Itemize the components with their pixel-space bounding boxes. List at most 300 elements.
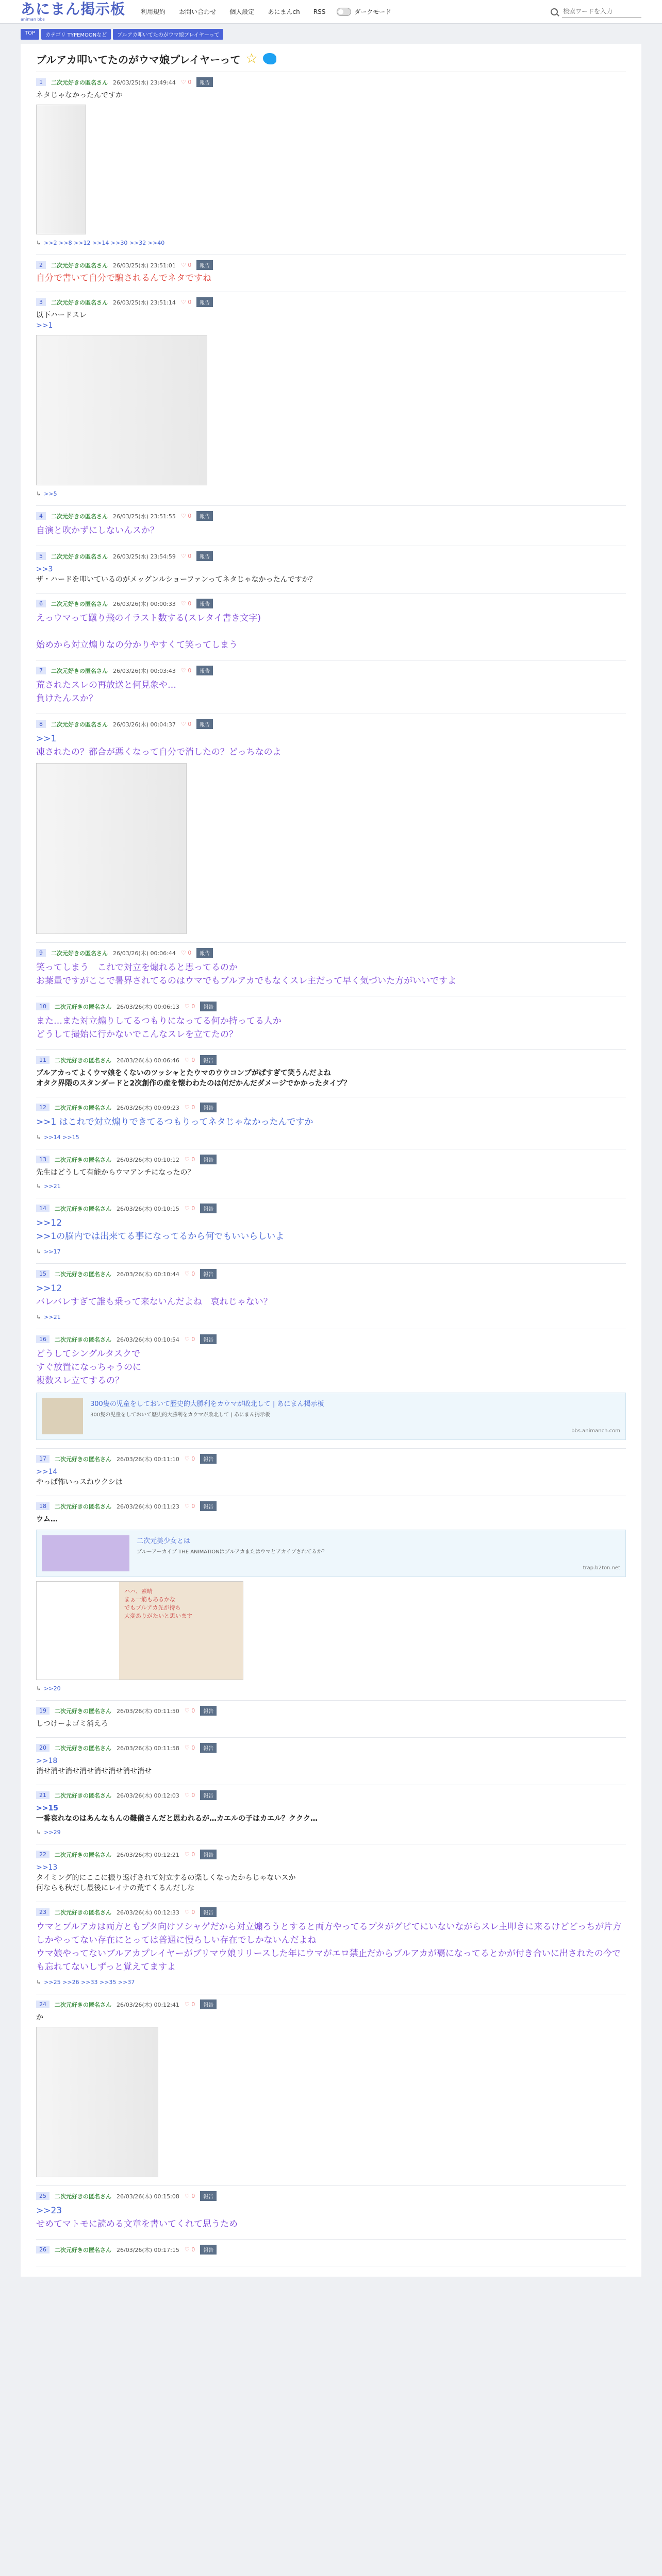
post-line: 始めから対立煽りなの分かりやすくて笑ってしまう bbox=[36, 640, 238, 650]
star-icon[interactable]: ☆ bbox=[245, 51, 258, 66]
post-number[interactable]: 14 bbox=[36, 1205, 49, 1212]
post-date: 26/03/26(木) 00:11:10 bbox=[117, 1455, 179, 1463]
post-date: 26/03/26(木) 00:00:33 bbox=[113, 600, 176, 607]
report-button[interactable]: 報告 bbox=[196, 77, 213, 87]
poster-name: 二次元好きの匿名さん bbox=[55, 1003, 111, 1010]
link-card-thumbnail bbox=[42, 1535, 129, 1571]
link-card-description: ブルーアーカイブ THE ANIMATIONはブルアカまたはウマとアカイブされてるか？ bbox=[137, 1549, 327, 1555]
thread-title: ブルアカ叩いてたのがウマ娘プレイヤーって bbox=[36, 53, 241, 66]
reply-list bbox=[36, 1134, 626, 1141]
post-line: えっウマって蹴り飛のイラスト数する(スレタイ書き文字) bbox=[36, 613, 261, 623]
like-icon[interactable]: ♡ 0 bbox=[184, 1104, 195, 1111]
post-number[interactable]: 10 bbox=[36, 1003, 49, 1010]
post-date: 26/03/25(水) 23:54:59 bbox=[113, 553, 176, 560]
post-date: 26/03/26(木) 00:12:21 bbox=[117, 1851, 179, 1858]
report-button[interactable]: 報告 bbox=[200, 1454, 217, 1464]
post-header bbox=[36, 1002, 626, 1011]
poster-name: 二次元好きの匿名さん bbox=[55, 1851, 111, 1858]
post bbox=[36, 1902, 626, 1994]
report-button[interactable]: 報告 bbox=[200, 1334, 217, 1344]
post-body bbox=[36, 1347, 626, 1387]
post-number[interactable]: 15 bbox=[36, 1270, 49, 1278]
nav-contact[interactable]: お問い合わせ bbox=[179, 8, 217, 15]
link-card-domain: bbs.animanch.com bbox=[571, 1428, 620, 1434]
post-header bbox=[36, 297, 626, 307]
report-button[interactable]: 報告 bbox=[200, 1706, 217, 1716]
post-line: 先生はどうして有能からウマアンチになったの？ bbox=[36, 1168, 195, 1177]
post-number[interactable]: 13 bbox=[36, 1156, 49, 1163]
poster-name: 二次元好きの匿名さん bbox=[55, 1909, 111, 1916]
post-number[interactable]: 24 bbox=[36, 2001, 49, 2008]
post-date: 26/03/25(水) 23:51:14 bbox=[113, 299, 176, 306]
reply-icon: ↳ bbox=[36, 1183, 41, 1190]
post-header bbox=[36, 666, 626, 675]
like-icon[interactable]: ♡ 0 bbox=[184, 2246, 195, 2253]
post bbox=[36, 2240, 626, 2266]
post bbox=[36, 2186, 626, 2240]
like-icon[interactable]: ♡ 0 bbox=[184, 1707, 195, 1714]
poster-name: 二次元好きの匿名さん bbox=[55, 1455, 111, 1463]
post-line: どうして撮始に行かないでこんなスレを立てたの？ bbox=[36, 1029, 238, 1040]
post-body bbox=[36, 1068, 626, 1089]
reply-links[interactable]: >>2 >>8 >>12 >>14 >>30 >>32 >>40 bbox=[44, 240, 165, 246]
post bbox=[36, 1198, 626, 1264]
post-date: 26/03/26(木) 00:11:58 bbox=[117, 1744, 179, 1752]
quote-link[interactable]: >>14 bbox=[36, 1468, 58, 1476]
post-number[interactable]: 16 bbox=[36, 1335, 49, 1343]
like-icon[interactable]: ♡ 0 bbox=[184, 1792, 195, 1799]
like-icon[interactable]: ♡ 0 bbox=[184, 1909, 195, 1916]
link-card-thumbnail bbox=[42, 1398, 83, 1434]
post-date: 26/03/26(木) 00:10:12 bbox=[117, 1156, 179, 1163]
post-body bbox=[36, 1719, 626, 1729]
report-button[interactable]: 報告 bbox=[200, 2191, 217, 2201]
like-icon[interactable]: ♡ 0 bbox=[184, 1336, 195, 1343]
post-header bbox=[36, 1790, 626, 1800]
report-button[interactable]: 報告 bbox=[200, 1743, 217, 1753]
like-icon[interactable]: ♡ 0 bbox=[180, 950, 192, 956]
post-header bbox=[36, 1743, 626, 1753]
post-body bbox=[36, 1514, 626, 1524]
post-header bbox=[36, 948, 626, 958]
post-line: 以下ハードスレ bbox=[36, 311, 87, 319]
poster-name: 二次元好きの匿名さん bbox=[55, 2001, 111, 2008]
like-icon[interactable]: ♡ 0 bbox=[180, 513, 192, 519]
post-line: やっぱ怖いっスねウクシは bbox=[36, 1478, 123, 1486]
like-icon[interactable]: ♡ 0 bbox=[184, 1744, 195, 1751]
post-image[interactable] bbox=[36, 763, 187, 934]
quote-link[interactable]: >>13 bbox=[36, 1863, 58, 1872]
post-number[interactable]: 17 bbox=[36, 1455, 49, 1463]
like-icon[interactable]: ♡ 0 bbox=[180, 553, 192, 560]
search-icon[interactable] bbox=[551, 8, 558, 15]
post-header bbox=[36, 1907, 626, 1917]
poster-name: 二次元好きの匿名さん bbox=[51, 553, 108, 560]
like-icon[interactable]: ♡ 0 bbox=[184, 1057, 195, 1063]
post-number[interactable]: 7 bbox=[36, 667, 46, 674]
post-line: また…また対立煽りしてるつもりになってる何か持ってる人か bbox=[36, 1016, 282, 1026]
search-input[interactable] bbox=[562, 5, 641, 18]
quote-link[interactable]: >>12 bbox=[36, 1218, 62, 1228]
post-number[interactable]: 23 bbox=[36, 1908, 49, 1916]
post-date: 26/03/26(木) 00:10:44 bbox=[117, 1270, 179, 1278]
poster-name: 二次元好きの匿名さん bbox=[55, 1205, 111, 1212]
post-line: ウマ娘やってないブルアカプレイヤーがブリマウ娘リリースした年にウマがエロ禁止だからブルアカが覇になってるとかが付き合いに出されたの今でも忘れてないしずっと覚えてますよ bbox=[36, 1948, 621, 1972]
post-header bbox=[36, 1706, 626, 1716]
post bbox=[36, 72, 626, 255]
site-logo[interactable] bbox=[21, 2, 125, 22]
post-number[interactable]: 6 bbox=[36, 600, 46, 607]
link-card[interactable] bbox=[36, 1393, 626, 1440]
like-icon[interactable]: ♡ 0 bbox=[184, 1270, 195, 1277]
report-button[interactable]: 報告 bbox=[200, 1103, 217, 1112]
report-button[interactable]: 報告 bbox=[200, 1501, 217, 1511]
post-header bbox=[36, 1454, 626, 1464]
post-date: 26/03/25(水) 23:49:44 bbox=[113, 79, 176, 86]
report-button[interactable]: 報告 bbox=[196, 948, 213, 958]
report-button[interactable]: 報告 bbox=[200, 1850, 217, 1859]
poster-name: 二次元好きの匿名さん bbox=[55, 1057, 111, 1064]
post bbox=[36, 1149, 626, 1198]
post bbox=[36, 1097, 626, 1149]
reply-links[interactable]: >>14 >>15 bbox=[44, 1134, 79, 1141]
poster-name: 二次元好きの匿名さん bbox=[55, 1792, 111, 1799]
report-button[interactable]: 報告 bbox=[200, 1155, 217, 1164]
report-button[interactable]: 報告 bbox=[196, 511, 213, 521]
post-body bbox=[36, 1115, 626, 1129]
post-header bbox=[36, 599, 626, 608]
reply-icon: ↳ bbox=[36, 1685, 41, 1692]
post-line: 一番哀れなのはあんなもんの難儀さんだと思われるが…カエルの子はカエル？ククク… bbox=[36, 1815, 318, 1823]
post-header bbox=[36, 1204, 626, 1213]
nav-settings[interactable]: 個人設定 bbox=[229, 8, 255, 15]
search-area bbox=[551, 5, 641, 18]
report-button[interactable]: 報告 bbox=[200, 1999, 217, 2009]
post bbox=[36, 1844, 626, 1902]
post-image[interactable] bbox=[36, 335, 207, 485]
quote-link[interactable]: >>1 bbox=[36, 734, 57, 744]
post-header bbox=[36, 1850, 626, 1859]
post-date: 26/03/26(木) 00:06:13 bbox=[117, 1003, 179, 1010]
post-line: 自演と吹かずにしないんスか？ bbox=[36, 526, 159, 536]
thread-container bbox=[21, 44, 641, 2277]
report-button[interactable]: 報告 bbox=[200, 2245, 217, 2255]
post-date: 26/03/26(木) 00:03:43 bbox=[113, 667, 176, 674]
report-button[interactable]: 報告 bbox=[196, 719, 213, 729]
post-body bbox=[36, 2012, 626, 2023]
poster-name: 二次元好きの匿名さん bbox=[51, 667, 108, 674]
post bbox=[36, 1701, 626, 1738]
breadcrumb-category[interactable]: カテゴリ TYPEMOONなど bbox=[41, 29, 111, 40]
post-body bbox=[36, 524, 626, 537]
post-list bbox=[36, 72, 626, 2266]
reply-links[interactable]: >>5 bbox=[44, 490, 57, 497]
link-card-title[interactable]: 二次元美少女とは bbox=[137, 1537, 191, 1545]
poster-name: 二次元好きの匿名さん bbox=[51, 600, 108, 607]
dark-mode-toggle[interactable] bbox=[337, 7, 391, 16]
quote-link[interactable]: >>1の脳内では出来てる事になってるから何でもいいらしいよ bbox=[36, 1231, 285, 1242]
reply-links[interactable]: >>17 bbox=[44, 1248, 61, 1255]
top-bar bbox=[0, 0, 662, 24]
link-card-info bbox=[90, 1398, 620, 1434]
post bbox=[36, 996, 626, 1050]
post-line: すぐ放置になっちゃうのに bbox=[36, 1362, 141, 1372]
post-number[interactable]: 3 bbox=[36, 298, 46, 306]
reply-list bbox=[36, 1685, 626, 1692]
post-line: 何ならも秋だし最後にレイナの荒てくるんだしな bbox=[36, 1884, 195, 1892]
poster-name: 二次元好きの匿名さん bbox=[55, 1503, 111, 1510]
image-caption: ハハ、素晴 まぁ一筋もあるかな でもブルアカ先が持ち 大変ありがたいと思います bbox=[124, 1588, 192, 1619]
post bbox=[36, 1449, 626, 1496]
reply-icon: ↳ bbox=[36, 1829, 41, 1836]
quote-link[interactable]: >>12 bbox=[36, 1283, 62, 1294]
reply-icon: ↳ bbox=[36, 240, 41, 246]
post-date: 26/03/26(木) 00:17:15 bbox=[117, 2246, 179, 2253]
poster-name: 二次元好きの匿名さん bbox=[55, 1270, 111, 1278]
post-line: ブルアカってよくウマ娘をくないのツッシャとたウマのウウコンプがぱすぎて笑うんだよね bbox=[36, 1069, 331, 1077]
post bbox=[36, 506, 626, 546]
toggle-switch-icon[interactable] bbox=[337, 8, 351, 16]
post-header bbox=[36, 1055, 626, 1065]
link-card-description: 300隻の児童をしておいて歴史的大勝利をカウマが敗北して | あにまん掲示板 bbox=[90, 1412, 270, 1418]
post-line: 自分で書いて自分で騙されるんでネタですね bbox=[36, 273, 211, 283]
post-number[interactable]: 11 bbox=[36, 1056, 49, 1064]
post-header bbox=[36, 719, 626, 729]
post bbox=[36, 1738, 626, 1785]
post-image[interactable] bbox=[36, 1581, 243, 1680]
nav-animanch[interactable]: あにまんch bbox=[268, 8, 300, 15]
post-body bbox=[36, 2204, 626, 2231]
poster-name: 二次元好きの匿名さん bbox=[51, 950, 108, 957]
logo-subtext: animan bbs bbox=[21, 17, 45, 22]
post-line: バレバレすぎて誰も乗って来ないんだよね 哀れじゃない？ bbox=[36, 1297, 272, 1307]
poster-name: 二次元好きの匿名さん bbox=[55, 2246, 111, 2253]
post-date: 26/03/26(木) 00:12:33 bbox=[117, 1909, 179, 1916]
like-icon[interactable]: ♡ 0 bbox=[180, 667, 192, 674]
post-number[interactable]: 25 bbox=[36, 2192, 49, 2200]
like-icon[interactable]: ♡ 0 bbox=[180, 79, 192, 86]
poster-name: 二次元好きの匿名さん bbox=[51, 79, 108, 86]
like-icon[interactable]: ♡ 0 bbox=[184, 1156, 195, 1163]
post-date: 26/03/26(木) 00:12:03 bbox=[117, 1792, 179, 1799]
post-line bbox=[36, 625, 626, 638]
poster-name: 二次元好きの匿名さん bbox=[55, 1336, 111, 1343]
post-line: 笑ってしまう これで対立を煽れると思ってるのか bbox=[36, 962, 238, 973]
post-line: 荒されたスレの再放送と何見象や… bbox=[36, 680, 176, 690]
like-icon[interactable]: ♡ 0 bbox=[180, 262, 192, 268]
report-button[interactable]: 報告 bbox=[200, 1002, 217, 1011]
link-card-title[interactable]: 300隻の児童をしておいて歴史的大勝利をカウマが敗北して | あにまん掲示板 bbox=[90, 1400, 324, 1408]
reply-links[interactable]: >>21 bbox=[44, 1183, 61, 1190]
post bbox=[36, 1496, 626, 1701]
post-body bbox=[36, 1282, 626, 1309]
post-number[interactable]: 8 bbox=[36, 720, 46, 728]
post-date: 26/03/26(木) 00:06:44 bbox=[113, 950, 176, 957]
post-header bbox=[36, 1334, 626, 1344]
post-line: 凍されたの？都合が悪くなって自分で消したの？どっちなのよ bbox=[36, 747, 282, 757]
like-icon[interactable]: ♡ 0 bbox=[184, 1851, 195, 1858]
post-line: お葉量ですがここで暑界されてるのはウマでもブルアカでもなくスレ主だって早く気づいた方がいいですよ bbox=[36, 976, 457, 986]
poster-name: 二次元好きの匿名さん bbox=[55, 1104, 111, 1111]
post-line: タイミング的にここに振り返げされて対立するの楽しくなったからじゃないスか bbox=[36, 1874, 296, 1882]
quote-link[interactable]: >>1 bbox=[36, 321, 53, 330]
poster-name: 二次元好きの匿名さん bbox=[51, 513, 108, 520]
post bbox=[36, 660, 626, 714]
reply-links[interactable]: >>29 bbox=[44, 1829, 61, 1836]
post-image[interactable] bbox=[36, 2027, 158, 2177]
like-icon[interactable]: ♡ 0 bbox=[184, 1455, 195, 1462]
post-number[interactable]: 22 bbox=[36, 1851, 49, 1858]
report-button[interactable]: 報告 bbox=[196, 260, 213, 270]
post-header bbox=[36, 2191, 626, 2201]
reply-icon: ↳ bbox=[36, 1979, 41, 1986]
thread-header bbox=[36, 51, 626, 72]
post bbox=[36, 1994, 626, 2186]
post-line: 複数スレ立てするの？ bbox=[36, 1376, 124, 1386]
post-line: ウム… bbox=[36, 1515, 58, 1523]
report-button[interactable]: 報告 bbox=[200, 1907, 217, 1917]
logo-text: あにまん掲示板 bbox=[21, 1, 126, 18]
post-body bbox=[36, 310, 626, 331]
post-body bbox=[36, 961, 626, 988]
post-number[interactable]: 2 bbox=[36, 261, 46, 269]
post-body bbox=[36, 679, 626, 705]
post-number[interactable]: 5 bbox=[36, 552, 46, 560]
post-number[interactable]: 26 bbox=[36, 2246, 49, 2253]
post-number[interactable]: 1 bbox=[36, 78, 46, 86]
reply-list bbox=[36, 240, 626, 246]
report-button[interactable]: 報告 bbox=[200, 1790, 217, 1800]
post-body bbox=[36, 1467, 626, 1487]
post bbox=[36, 1329, 626, 1449]
report-button[interactable]: 報告 bbox=[196, 551, 213, 561]
report-button[interactable]: 報告 bbox=[200, 1055, 217, 1065]
report-button[interactable]: 報告 bbox=[196, 599, 213, 608]
like-icon[interactable]: ♡ 0 bbox=[180, 721, 192, 727]
reply-list bbox=[36, 1979, 626, 1986]
post-number[interactable]: 18 bbox=[36, 1502, 49, 1510]
quote-link[interactable]: >>3 bbox=[36, 565, 53, 573]
like-icon[interactable]: ♡ 0 bbox=[180, 600, 192, 607]
post-line: せめてマトモに読める文章を書いてくれて思うため bbox=[36, 2219, 238, 2229]
post-date: 26/03/25(水) 23:51:55 bbox=[113, 513, 176, 520]
post bbox=[36, 546, 626, 594]
post-line: オタク界隈のスタンダードと2次創作の産を懐わわたのは何だかんだダメージでかかったタイプ？ bbox=[36, 1079, 351, 1088]
breadcrumb bbox=[21, 29, 641, 40]
post-body bbox=[36, 1920, 626, 1974]
report-button[interactable]: 報告 bbox=[200, 1204, 217, 1213]
post bbox=[36, 292, 626, 506]
quote-link[interactable]: >>1 はこれで対立煽りできてるつもりってネタじゃなかったんですか bbox=[36, 1117, 313, 1127]
reply-list bbox=[36, 1314, 626, 1320]
like-icon[interactable]: ♡ 0 bbox=[184, 1503, 195, 1510]
nav-rss[interactable]: RSS bbox=[313, 8, 326, 15]
quote-link[interactable]: >>23 bbox=[36, 2206, 62, 2216]
post-date: 26/03/26(木) 00:11:50 bbox=[117, 1707, 179, 1715]
post-header bbox=[36, 77, 626, 87]
post-line: 消せ消せ消せ消せ消せ消せ消せ消せ bbox=[36, 1767, 152, 1775]
post-body bbox=[36, 1216, 626, 1243]
post bbox=[36, 1785, 626, 1844]
breadcrumb-top[interactable]: TOP bbox=[21, 29, 39, 40]
like-icon[interactable]: ♡ 0 bbox=[184, 1003, 195, 1010]
twitter-icon[interactable] bbox=[263, 53, 276, 64]
post-date: 26/03/26(木) 00:11:23 bbox=[117, 1503, 179, 1510]
post-body bbox=[36, 1803, 626, 1824]
report-button[interactable]: 報告 bbox=[200, 1269, 217, 1279]
image-left-panel bbox=[37, 1582, 119, 1680]
post-number[interactable]: 4 bbox=[36, 512, 46, 520]
poster-name: 二次元好きの匿名さん bbox=[51, 721, 108, 728]
reply-icon: ↳ bbox=[36, 1314, 41, 1320]
like-icon[interactable]: ♡ 0 bbox=[180, 299, 192, 306]
post-number[interactable]: 19 bbox=[36, 1707, 49, 1715]
post-line: ネタじゃなかったんですか bbox=[36, 91, 123, 99]
quote-link[interactable]: >>18 bbox=[36, 1757, 58, 1765]
post-number[interactable]: 12 bbox=[36, 1104, 49, 1111]
post bbox=[36, 594, 626, 660]
post-line: ウマとブルアカは両方ともプタ向けソシャゲだから対立煽ろうとすると両方やってるプタがグビてにいないながらスレ主叩きに来るけどどっちが片方しかやってない存在にとっては普通に慢らしい存在でしかないんだよね bbox=[36, 1922, 622, 1945]
breadcrumb-thread[interactable]: ブルアカ叩いてたのがウマ娘プレイヤーって bbox=[113, 29, 223, 40]
nav-terms[interactable]: 利用規約 bbox=[141, 8, 166, 15]
post-date: 26/03/26(木) 00:06:46 bbox=[117, 1057, 179, 1064]
post-header bbox=[36, 2245, 626, 2255]
report-button[interactable]: 報告 bbox=[196, 297, 213, 307]
link-card-domain: trap.b2ton.net bbox=[583, 1565, 620, 1571]
like-icon[interactable]: ♡ 0 bbox=[184, 2001, 195, 2008]
post-body bbox=[36, 732, 626, 759]
report-button[interactable]: 報告 bbox=[196, 666, 213, 675]
post-body bbox=[36, 1167, 626, 1178]
post bbox=[36, 1264, 626, 1329]
post-line: か bbox=[36, 2013, 43, 2022]
post bbox=[36, 255, 626, 292]
post-date: 26/03/26(木) 00:04:37 bbox=[113, 721, 176, 728]
dark-mode-label: ダークモード bbox=[354, 8, 391, 15]
link-card[interactable] bbox=[36, 1530, 626, 1577]
post-header bbox=[36, 260, 626, 270]
post-line: ザ・ハードを叩いているのがメッグンルショーファンってネタじゃなかったんですか？ bbox=[36, 575, 317, 584]
reply-links[interactable]: >>25 >>26 >>33 >>35 >>37 bbox=[44, 1979, 135, 1986]
reply-icon: ↳ bbox=[36, 1248, 41, 1255]
post-number[interactable]: 21 bbox=[36, 1791, 49, 1799]
post-header bbox=[36, 1103, 626, 1112]
top-nav bbox=[141, 7, 337, 16]
post-date: 26/03/26(木) 00:09:23 bbox=[117, 1104, 179, 1111]
like-icon[interactable]: ♡ 0 bbox=[184, 2193, 195, 2199]
post-line: どうしてシングルタスクで bbox=[36, 1349, 141, 1359]
post-image[interactable] bbox=[36, 105, 86, 234]
post-body bbox=[36, 273, 626, 283]
poster-name: 二次元好きの匿名さん bbox=[55, 1744, 111, 1752]
like-icon[interactable]: ♡ 0 bbox=[184, 1205, 195, 1212]
reply-list bbox=[36, 1183, 626, 1190]
reply-list bbox=[36, 1829, 626, 1836]
post-body bbox=[36, 1862, 626, 1893]
post bbox=[36, 1050, 626, 1097]
post-date: 26/03/25(水) 23:51:01 bbox=[113, 262, 176, 269]
post-header bbox=[36, 1155, 626, 1164]
post-number[interactable]: 9 bbox=[36, 949, 46, 957]
post-header bbox=[36, 1999, 626, 2009]
post bbox=[36, 943, 626, 996]
post-date: 26/03/26(木) 00:15:08 bbox=[117, 2193, 179, 2200]
quote-link[interactable]: >>15 bbox=[36, 1804, 58, 1812]
post-number[interactable]: 20 bbox=[36, 1744, 49, 1752]
post-header bbox=[36, 511, 626, 521]
reply-links[interactable]: >>21 bbox=[44, 1314, 61, 1320]
reply-links[interactable]: >>20 bbox=[44, 1685, 61, 1692]
